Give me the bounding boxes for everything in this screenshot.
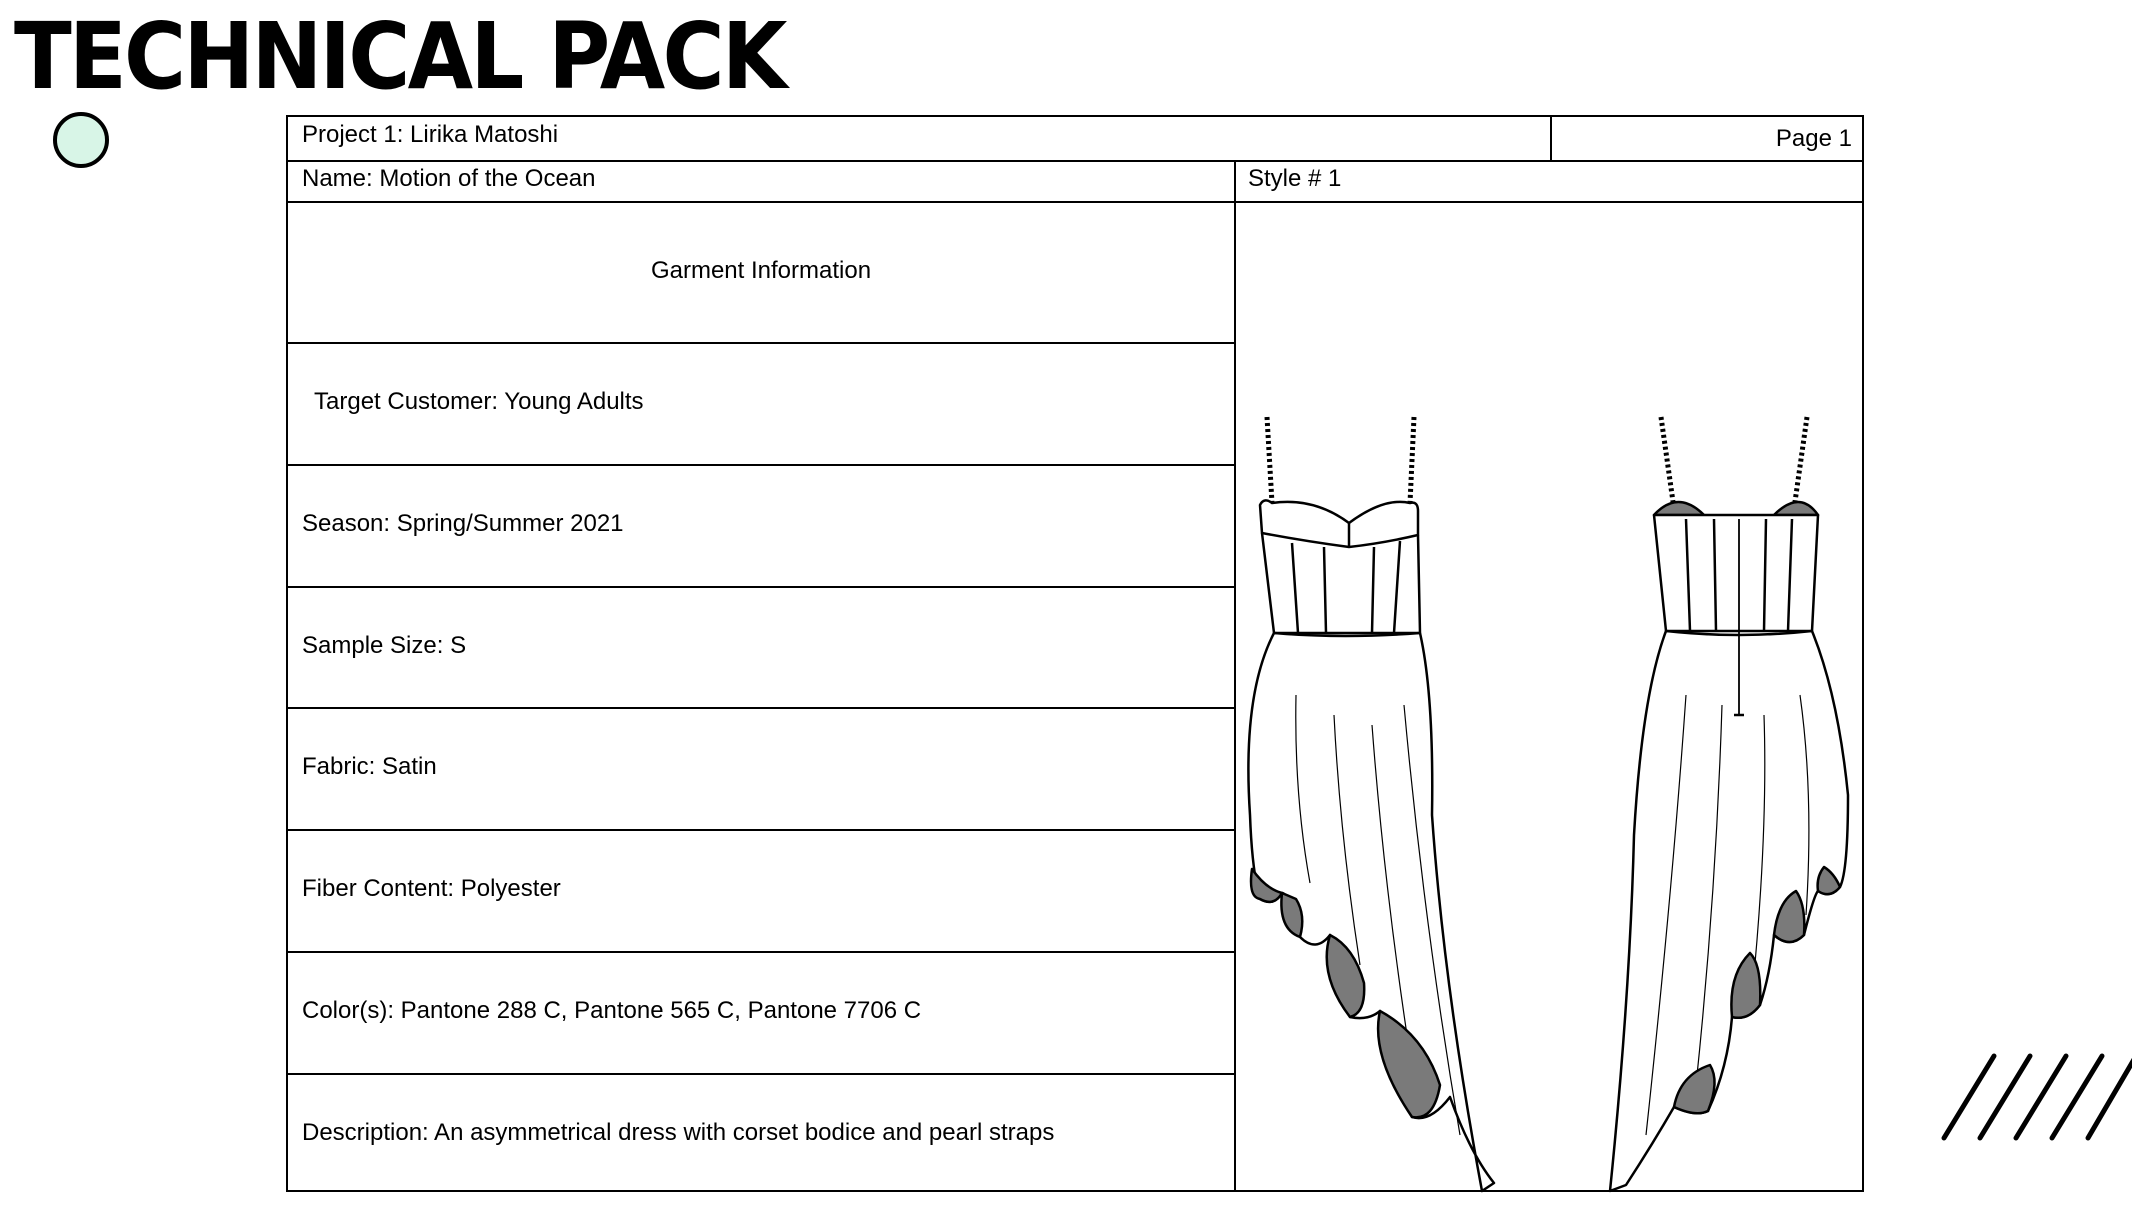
row-description: Description: An asymmetrical dress with corset bodice and pearl straps <box>302 1119 1055 1146</box>
row-colors: Color(s): Pantone 288 C, Pantone 565 C, Pantone 7706 C <box>302 997 922 1024</box>
section-heading: Garment Information <box>650 257 872 284</box>
diagonal-slashes-icon <box>1940 1052 2132 1142</box>
style-number: Style # 1 <box>1248 165 1342 192</box>
page-number: Page 1 <box>1775 125 1852 152</box>
row-season: Season: Spring/Summer 2021 <box>302 510 624 537</box>
row-sample-size: Sample Size: S <box>302 632 467 659</box>
row-fiber-content: Fiber Content: Polyester <box>302 875 561 902</box>
back-view-sketch <box>1610 417 1848 1191</box>
garment-name: Name: Motion of the Ocean <box>302 165 596 192</box>
dress-flat-sketch <box>1234 275 1854 1223</box>
circle-accent-icon <box>53 112 109 168</box>
row-target-customer: Target Customer: Young Adults <box>314 388 644 415</box>
project-label: Project 1: Lirika Matoshi <box>302 121 559 148</box>
page-title: TECHNICAL PACK <box>14 3 785 110</box>
front-view-sketch <box>1248 417 1494 1191</box>
row-fabric: Fabric: Satin <box>302 753 437 780</box>
tech-pack-sheet <box>286 115 1864 1192</box>
